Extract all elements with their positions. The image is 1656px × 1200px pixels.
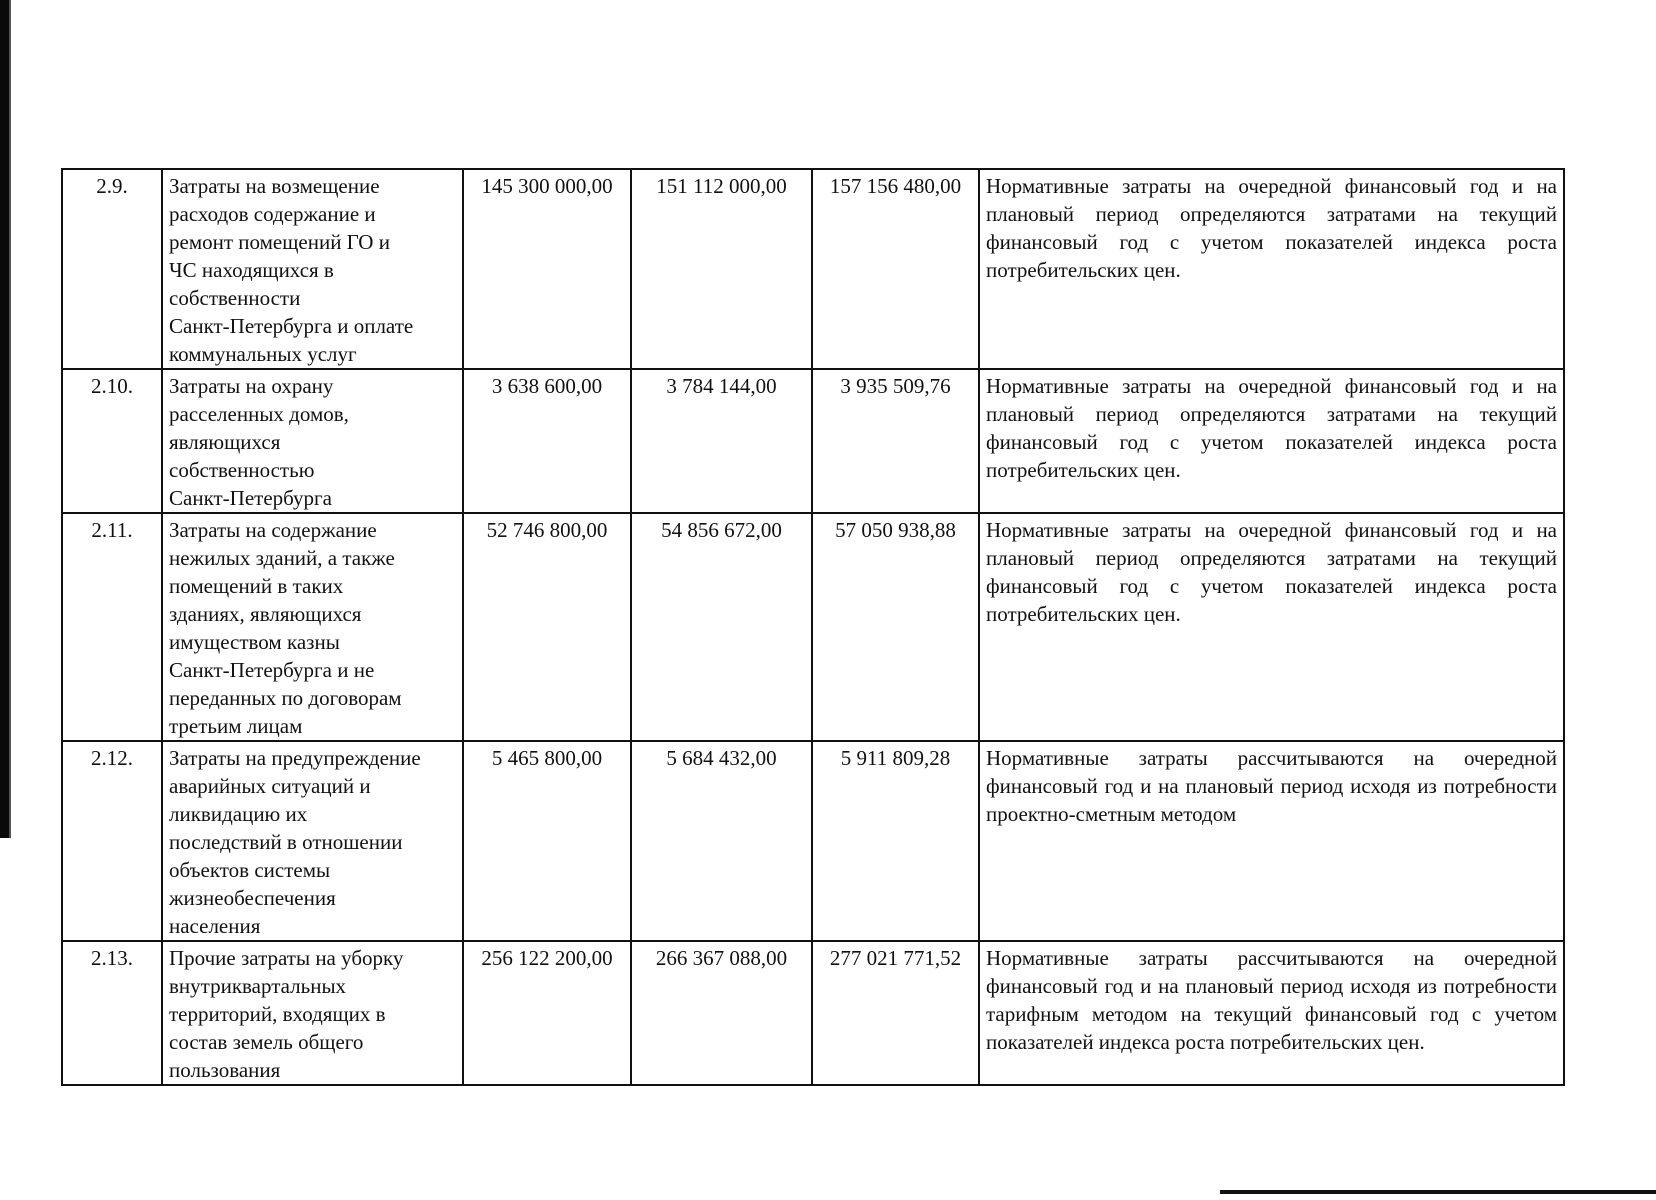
amount-year-2: 5 684 432,00 [631, 741, 812, 941]
table-row [62, 169, 1564, 369]
table-row [62, 513, 1564, 741]
row-number: 2.12. [62, 741, 162, 941]
amount-year-1: 145 300 000,00 [463, 169, 631, 369]
amount-year-1: 3 638 600,00 [463, 369, 631, 513]
scan-line-bottom [1220, 1190, 1656, 1194]
amount-year-2: 54 856 672,00 [631, 513, 812, 741]
amount-year-3: 5 911 809,28 [812, 741, 979, 941]
scan-edge-left-shadow [9, 0, 11, 838]
calculation-method: Нормативные затраты на очередной финансовый год и на плановый период определяются затратами на текущий финансовый год с учетом показателей индекса роста потребительских цен. [979, 169, 1564, 369]
amount-year-1: 256 122 200,00 [463, 941, 631, 1085]
cost-item-name: Прочие затраты на уборку внутриквартальных территорий, входящих в состав земель общего пользования [162, 941, 463, 1085]
amount-year-2: 3 784 144,00 [631, 369, 812, 513]
row-number: 2.9. [62, 169, 162, 369]
scan-edge-left [0, 0, 9, 838]
table-row [62, 369, 1564, 513]
table-row [62, 941, 1564, 1085]
amount-year-2: 151 112 000,00 [631, 169, 812, 369]
cost-norms-table [61, 168, 1565, 1086]
row-number: 2.10. [62, 369, 162, 513]
calculation-method: Нормативные затраты рассчитываются на очередной финансовый год и на плановый период исходя из потребности проектно-сметным методом [979, 741, 1564, 941]
cost-item-name: Затраты на содержание нежилых зданий, а также помещений в таких зданиях, являющихся имуществом казны Санкт-Петербурга и не переданных по договорам третьим лицам [162, 513, 463, 741]
cost-item-name: Затраты на охрану расселенных домов, являющихся собственностью Санкт-Петербурга [162, 369, 463, 513]
amount-year-1: 52 746 800,00 [463, 513, 631, 741]
table-row [62, 741, 1564, 941]
row-number: 2.13. [62, 941, 162, 1085]
amount-year-3: 157 156 480,00 [812, 169, 979, 369]
cost-item-name: Затраты на возмещение расходов содержание и ремонт помещений ГО и ЧС находящихся в собственности Санкт-Петербурга и оплате коммунальных услуг [162, 169, 463, 369]
calculation-method: Нормативные затраты на очередной финансовый год и на плановый период определяются затратами на текущий финансовый год с учетом показателей индекса роста потребительских цен. [979, 513, 1564, 741]
amount-year-3: 57 050 938,88 [812, 513, 979, 741]
amount-year-2: 266 367 088,00 [631, 941, 812, 1085]
amount-year-3: 277 021 771,52 [812, 941, 979, 1085]
amount-year-1: 5 465 800,00 [463, 741, 631, 941]
calculation-method: Нормативные затраты рассчитываются на очередной финансовый год и на плановый период исходя из потребности тарифным методом на текущий финансовый год с учетом показателей индекса роста потребительских цен. [979, 941, 1564, 1085]
calculation-method: Нормативные затраты на очередной финансовый год и на плановый период определяются затратами на текущий финансовый год с учетом показателей индекса роста потребительских цен. [979, 369, 1564, 513]
row-number: 2.11. [62, 513, 162, 741]
cost-item-name: Затраты на предупреждение аварийных ситуаций и ликвидацию их последствий в отношении объектов системы жизнеобеспечения населения [162, 741, 463, 941]
amount-year-3: 3 935 509,76 [812, 369, 979, 513]
